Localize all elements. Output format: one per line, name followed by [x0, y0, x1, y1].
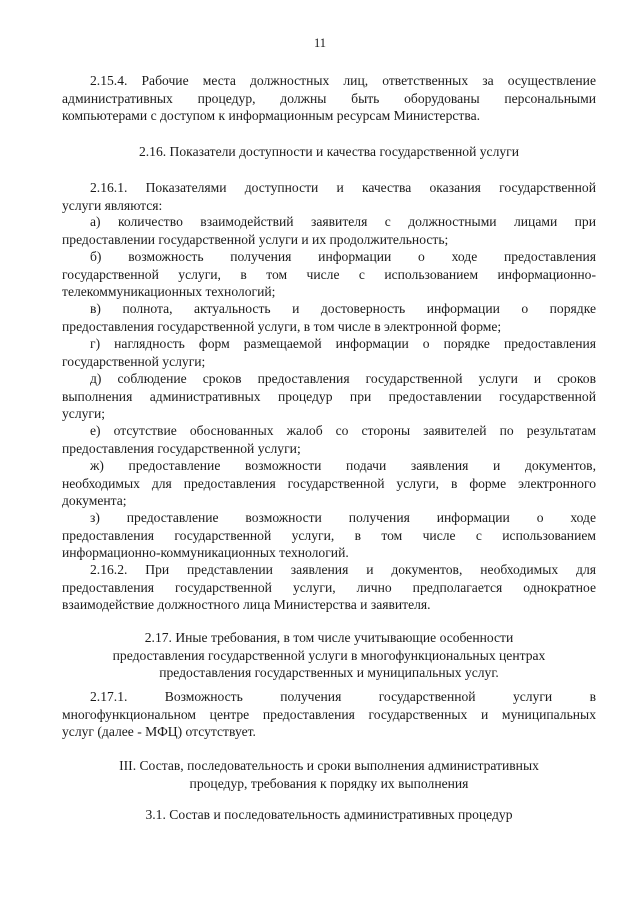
list-item-e: [62, 422, 596, 457]
text-line: б) возможность получения информации о ходе предоставления: [90, 249, 596, 264]
text-line: государственной услуги;: [62, 353, 206, 369]
text-line: в) полнота, актуальность и достоверность информации о порядке: [90, 301, 596, 316]
heading-line: процедур, требования к порядку их выполнения: [189, 775, 469, 791]
text-line: е) отсутствие обоснованных жалоб со стороны заявителей по результатам: [90, 423, 596, 438]
text-line: информационно-коммуникационных технологий.: [62, 545, 349, 560]
text-line: 2.17.1. Возможность получения государственной услуги в: [90, 689, 596, 704]
text-line: услуги;: [62, 406, 106, 421]
text-line: взаимодействие должностного лица Министерства и заявителя.: [62, 597, 431, 612]
text-line: услуги являются:: [62, 197, 163, 213]
heading-section-III: [62, 757, 596, 792]
text-line: многофункциональном центре предоставления государственных и муниципальных: [62, 706, 596, 722]
text-line: а) количество взаимодействий заявителя с должностными лицами при: [90, 214, 596, 229]
heading-line: предоставления государственной услуги в многофункциональных центрах: [112, 647, 546, 663]
list-item-b: [62, 248, 596, 301]
text-line: 2.16.2. При представлении заявления и документов, необходимых для: [90, 562, 596, 577]
text-line: г) наглядность форм размещаемой информации о порядке предоставления: [90, 336, 596, 351]
text-line: д) соблюдение сроков предоставления государственной услуги и сроков: [90, 371, 596, 386]
text-line: выполнения административных процедур при предоставлении государственной: [62, 388, 596, 404]
text-line: 2.16.1. Показателями доступности и качества оказания государственной: [90, 180, 596, 195]
text-line: необходимых для предоставления государственной услуги, в форме электронного: [62, 475, 596, 491]
text-line: предоставления государственной услуги, лично предполагается однократное: [62, 579, 596, 595]
text-line: з) предоставление возможности получения информации о ходе: [90, 510, 596, 525]
list-item-zh: [62, 457, 596, 510]
text-line: предоставлении государственной услуги и их продолжительность;: [62, 231, 449, 247]
heading-line: 2.17. Иные требования, в том числе учитывающие особенности: [144, 630, 514, 645]
paragraph-2-17-1: [62, 688, 596, 741]
list-item-d: [62, 370, 596, 423]
text-line: предоставления государственной услуги, в том числе в электронной форме;: [62, 318, 502, 334]
heading-2-16: 2.16. Показатели доступности и качества государственной услуги: [138, 144, 520, 159]
text-line: компьютерами с доступом к информационным ресурсам Министерства.: [62, 108, 481, 123]
text-line: предоставления государственной услуги;: [62, 440, 301, 456]
heading-line: III. Состав, последовательность и сроки выполнения административных: [119, 758, 539, 773]
text-line: услуг (далее - МФЦ) отсутствует.: [62, 724, 256, 739]
list-item-v: [62, 300, 596, 335]
list-item-z: [62, 509, 596, 562]
text-line: государственной услуги, в том числе с использованием информационно-: [62, 266, 596, 282]
text-line: документа;: [62, 493, 127, 508]
text-line: 2.15.4. Рабочие места должностных лиц, ответственных за осуществление: [90, 73, 596, 88]
text-line: телекоммуникационных технологий;: [62, 284, 276, 299]
paragraph-2-15-4: [62, 72, 596, 125]
paragraph-2-16-2: [62, 561, 596, 614]
heading-2-17: [62, 629, 596, 682]
list-item-a: [62, 213, 596, 248]
page-number: 11: [313, 36, 327, 50]
heading-3-1: 3.1. Состав и последовательность административных процедур: [145, 807, 513, 822]
text-line: предоставления государственной услуги, в том числе с использованием: [62, 527, 596, 543]
paragraph-2-16-1: [62, 179, 596, 214]
heading-line: предоставления государственных и муниципальных услуг.: [159, 665, 499, 680]
text-line: административных процедур, должны быть оборудованы персональными: [62, 90, 596, 106]
text-line: ж) предоставление возможности подачи заявления и документов,: [90, 458, 596, 473]
list-item-g: [62, 335, 596, 370]
